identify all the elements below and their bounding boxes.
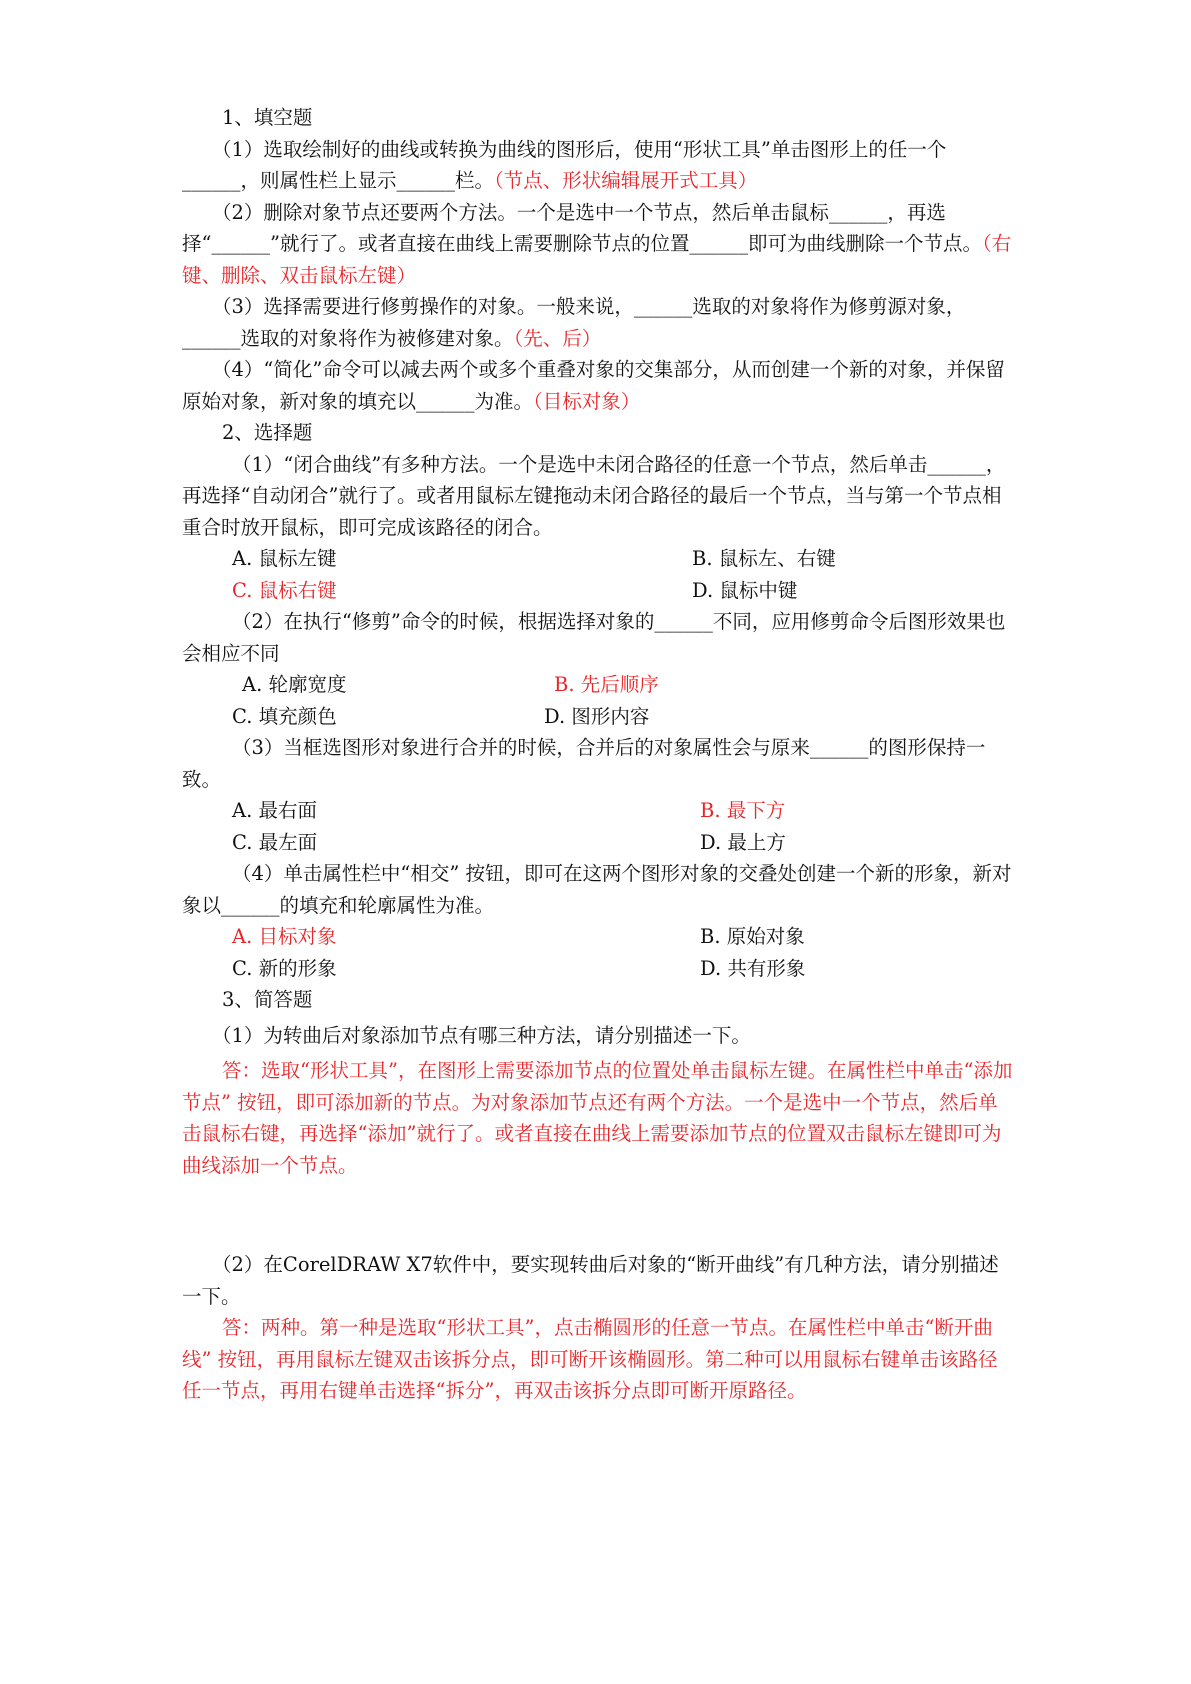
choice-1-option-c-correct: C. 鼠标右键 bbox=[232, 578, 337, 602]
choice-question-2: （2）在执行“修剪”命令的时候，根据选择对象的______不同，应用修剪命令后图形效果也会相应不同 bbox=[182, 610, 1006, 665]
choice-4-option-b: B. 原始对象 bbox=[700, 925, 805, 948]
choice-4-options-row-2 bbox=[182, 953, 1016, 985]
fill-answer-2: （右键、删除、双击鼠标左键） bbox=[182, 232, 1012, 287]
choice-3-option-c: C. 最左面 bbox=[232, 830, 318, 854]
fill-question-3-text: （3）选择需要进行修剪操作的对象。一般来说，______选取的对象将作为修剪源对象，______选取的对象将作为被修建对象。 bbox=[182, 295, 966, 350]
fill-answer-4: （目标对象） bbox=[533, 389, 641, 413]
choice-4-option-c: C. 新的形象 bbox=[232, 956, 337, 980]
choice-3-option-b-correct: B. 最下方 bbox=[700, 799, 786, 822]
fill-answer-3: （先、后） bbox=[513, 326, 602, 350]
short-answer-1: 答：选取“形状工具”，在图形上需要添加节点的位置处单击鼠标左键。在属性栏中单击“添加节点” 按钮，即可添加新的节点。为对象添加节点还有两个方法。一个是选中一个节点，然后单击鼠标右键，再选择“添加”就行了。或者直接在曲线上需要添加节点的位置双击鼠标左键即可为曲线添加一个节点。 bbox=[182, 1059, 1013, 1177]
fill-question-4-text: （4）“简化”命令可以减去两个或多个重叠对象的交集部分，从而创建一个新的对象，并保留原始对象，新对象的填充以______为准。 bbox=[182, 358, 1005, 413]
fill-question-1-text: （1）选取绘制好的曲线或转换为曲线的图形后，使用“形状工具”单击图形上的任一个______，则属性栏上显示______栏。 bbox=[182, 137, 947, 192]
choice-1-option-d: D. 鼠标中键 bbox=[692, 578, 798, 602]
choice-4-option-d: D. 共有形象 bbox=[700, 956, 806, 980]
choice-2-option-b-correct: B. 先后顺序 bbox=[554, 673, 659, 696]
choice-2-option-c: C. 填充颜色 bbox=[232, 704, 337, 728]
document-body bbox=[182, 102, 1016, 1407]
short-answer-2: 答：两种。第一种是选取“形状工具”，点击椭圆形的任意一节点。在属性栏中单击“断开曲线” 按钮，再用鼠标左键双击该拆分点，即可断开该椭圆形。第二种可以用鼠标右键单击该路径任一节点，再用右键单击选择“拆分”，再双击该拆分点即可断开原路径。 bbox=[182, 1316, 998, 1402]
short-question-1: （1）为转曲后对象添加节点有哪三种方法，请分别描述一下。 bbox=[212, 1023, 751, 1047]
choice-3-options-row-1 bbox=[182, 795, 1016, 827]
choice-2-option-a: A. 轮廓宽度 bbox=[242, 673, 347, 696]
section-heading-choice: 2、选择题 bbox=[222, 421, 313, 444]
section-heading-short-answer: 3、简答题 bbox=[222, 988, 313, 1011]
short-question-2: （2）在CorelDRAW X7软件中，要实现转曲后对象的“断开曲线”有几种方法，请分别描述一下。 bbox=[182, 1253, 999, 1308]
choice-question-1: （1）“闭合曲线”有多种方法。一个是选中未闭合路径的任意一个节点，然后单击______，再选择“自动闭合”就行了。或者用鼠标左键拖动未闭合路径的最后一个节点，当与第一个节点相重合时放开鼠标，即可完成该路径的闭合。 bbox=[182, 452, 1006, 539]
choice-question-3: （3）当框选图形对象进行合并的时候，合并后的对象属性会与原来______的图形保持一致。 bbox=[182, 736, 986, 791]
fill-question-2 bbox=[182, 197, 1016, 292]
fill-question-1 bbox=[182, 134, 1016, 197]
choice-1-option-a: A. 鼠标左键 bbox=[232, 547, 337, 570]
spacer bbox=[182, 1181, 1016, 1249]
section-heading-fill: 1、填空题 bbox=[222, 106, 313, 129]
choice-1-options-row-2 bbox=[182, 575, 1016, 607]
fill-question-3 bbox=[182, 291, 1016, 354]
choice-2-options-row-2 bbox=[182, 701, 1016, 733]
choice-3-options-row-2 bbox=[182, 827, 1016, 859]
choice-1-options-row-1 bbox=[182, 543, 1016, 575]
choice-2-options-row-1 bbox=[182, 669, 1016, 701]
choice-3-option-a: A. 最右面 bbox=[232, 799, 317, 822]
fill-question-4 bbox=[182, 354, 1016, 417]
choice-1-option-b: B. 鼠标左、右键 bbox=[692, 547, 836, 570]
fill-question-2-text: （2）删除对象节点还要两个方法。一个是选中一个节点，然后单击鼠标______，再选择“______”就行了。或者直接在曲线上需要删除节点的位置______即可为曲线删除一个节点。 bbox=[182, 200, 982, 255]
fill-answer-1: （节点、形状编辑展开式工具） bbox=[494, 169, 758, 192]
choice-4-option-a-correct: A. 目标对象 bbox=[232, 925, 337, 948]
choice-2-option-d: D. 图形内容 bbox=[544, 704, 650, 728]
choice-4-options-row-1 bbox=[182, 921, 1016, 953]
choice-question-4: （4）单击属性栏中“相交” 按钮，即可在这两个图形对象的交叠处创建一个新的形象，新对象以______的填充和轮廓属性为准。 bbox=[182, 862, 1012, 917]
choice-3-option-d: D. 最上方 bbox=[700, 830, 786, 854]
